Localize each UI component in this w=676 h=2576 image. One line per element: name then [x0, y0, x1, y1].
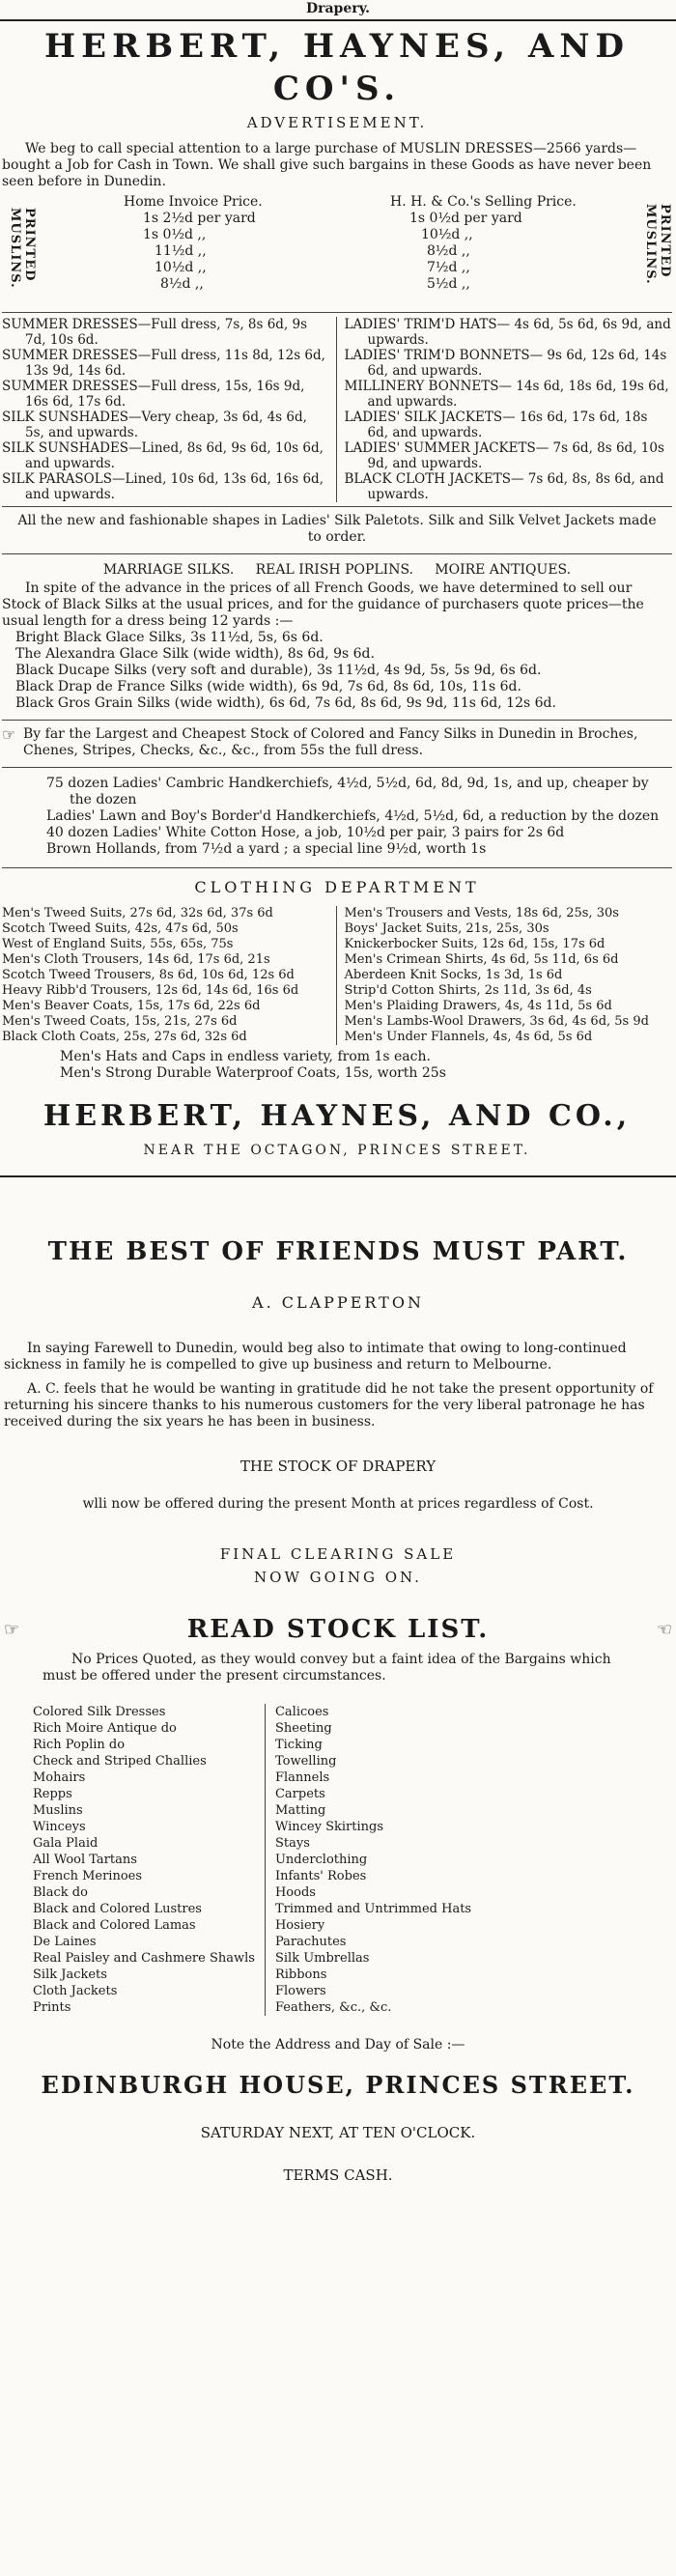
pointing-hand-icon: ☞: [2, 725, 16, 744]
clothing-item: Men's Tweed Coats, 15s, 21s, 27s 6d: [2, 1014, 238, 1029]
clothing-item: Aberdeen Knit Socks, 1s 3d, 1s 6d: [344, 968, 563, 982]
clothing-item: Boys' Jacket Suits, 21s, 25s, 30s: [344, 921, 549, 936]
list-item: Colored Silk Dresses: [33, 1705, 166, 1719]
hats-text: Men's Hats and Caps in endless variety, from 1s each.: [60, 1049, 431, 1064]
clothing-item: Men's Cloth Trousers, 14s 6d, 17s 6d, 21s: [2, 952, 270, 967]
list-item: Real Paisley and Cashmere Shawls: [33, 1951, 255, 1966]
divider: [2, 553, 672, 554]
footer-firm: HERBERT, HAYNES, AND CO.,: [42, 1099, 632, 1133]
handkerchief-item: Ladies' Lawn and Boy's Border'd Handkerchiefs, 4½d, 5½d, 6d, a reduction by the dozen: [46, 808, 660, 824]
section-header: [0, 0, 676, 19]
left-item: SILK SUNSHADES—Very cheap, 3s 6d, 4s 6d, 5s, and upwards.: [2, 410, 307, 440]
handkerchief-item: Brown Hollands, from 7½d a yard ; a special line 9½d, worth 1s: [46, 841, 487, 857]
left-item: SUMMER DRESSES—Full dress, 11s 8d, 12s 6d, 13s 9d, 14s 6d.: [2, 348, 325, 379]
list-item: Towelling: [274, 1754, 337, 1769]
list-item: Stays: [274, 1836, 310, 1851]
clothing-item: Scotch Tweed Suits, 42s, 47s 6d, 50s: [2, 921, 239, 936]
list-item: Carpets: [274, 1787, 325, 1801]
silk-price-item: Black Gros Grain Silks (wide width), 6s 6d, 7s 6d, 8s 6d, 9s 9d, 11s 6d, 12s 6d.: [15, 695, 556, 711]
right-vertical-label: PRINTED MUSLINS.: [643, 204, 672, 285]
list-item: All Wool Tartans: [33, 1853, 137, 1867]
stock-list-columns: [4, 1704, 672, 2016]
right-item: LADIES' SILK JACKETS— 16s 6d, 17s 6d, 18s 6d, and upwards.: [344, 410, 648, 440]
right-item: LADIES' SUMMER JACKETS— 7s 6d, 8s 6d, 10s 9d, and upwards.: [344, 440, 664, 471]
coats-text: Men's Strong Durable Waterproof Coats, 15s, worth 25s: [60, 1065, 446, 1081]
list-item: Prints: [33, 2000, 71, 2015]
stock-list-header: [4, 1615, 672, 1644]
clothing-item: Men's Tweed Suits, 27s 6d, 32s 6d, 37s 6d: [2, 906, 273, 920]
footer-address: NEAR THE OCTAGON, PRINCES STREET.: [143, 1143, 531, 1158]
silk-price-item: Black Ducape Silks (very soft and durable), 3s 11½d, 4s 9d, 5s, 5s 9d, 6s 6d.: [15, 663, 542, 678]
divider: [2, 767, 672, 768]
ad-clapperton: [0, 1237, 676, 2184]
divider: [2, 312, 672, 313]
stock-list-left: [33, 1704, 266, 2016]
list-item: Underclothing: [274, 1853, 368, 1867]
ad-separator: [0, 1175, 676, 1177]
home-price-list: [124, 211, 371, 293]
hh-price-item: 1s 0½d per yard: [409, 211, 522, 226]
paletots-text: All the new and fashionable shapes in Ladies' Silk Paletots. Silk and Silk Velvet Jackets made to order.: [17, 513, 657, 545]
sale-day: SATURDAY NEXT, AT TEN O'CLOCK.: [200, 2124, 476, 2141]
clothing-left-column: [2, 906, 337, 1045]
list-item: Calicoes: [274, 1705, 329, 1719]
list-item: French Merinoes: [33, 1869, 143, 1883]
list-item: Flowers: [274, 1984, 326, 1998]
silks-intro: In spite of the advance in the prices of all French Goods, we have determined to sell our Stock of Black Silks at the usual prices, and for the guidance of purchasers quote prices—the usual length for a dress being 12 yards :—: [2, 580, 644, 629]
list-item: De Laines: [33, 1935, 97, 1949]
firm-title: HERBERT, HAYNES, AND CO'S.: [44, 27, 630, 108]
list-item: Muslins: [33, 1803, 83, 1818]
list-item: Matting: [274, 1803, 326, 1818]
left-item-column: [2, 317, 337, 502]
silk-price-item: The Alexandra Glace Silk (wide width), 8s 6d, 9s 6d.: [15, 646, 375, 662]
intro-text: We beg to call special attention to a large purchase of MUSLIN DRESSES—2566 yards—bought a Job for Cash in Town. We shall give such bargains in these Goods as have never been seen before in Dunedin.: [2, 141, 652, 189]
left-vertical-label: PRINTED MUSLINS.: [8, 208, 37, 289]
clothing-item: Heavy Ribb'd Trousers, 12s 6d, 14s 6d, 16s 6d: [2, 983, 299, 998]
silk-price-list: [2, 630, 672, 712]
pointing-hand-left-icon: ☜: [656, 1619, 672, 1640]
left-item: SUMMER DRESSES—Full dress, 15s, 16s 9d, 16s 6d, 17s 6d.: [2, 379, 305, 410]
list-item: Winceys: [33, 1820, 86, 1834]
home-price-header: Home Invoice Price.: [124, 194, 263, 210]
list-item: Cloth Jackets: [33, 1984, 118, 1998]
list-item: Parachutes: [274, 1935, 347, 1949]
divider: [2, 506, 672, 507]
hh-price-list: [390, 211, 637, 293]
right-item: MILLINERY BONNETS— 14s 6d, 18s 6d, 19s 6d, and upwards.: [344, 379, 669, 410]
ad-herbert-haynes: [0, 21, 676, 1158]
clothing-heading: CLOTHING DEPARTMENT: [194, 878, 480, 896]
list-item: Infants' Robes: [274, 1869, 367, 1883]
pointing-hand-icon: ☞: [4, 1619, 20, 1640]
clothing-item: Scotch Tweed Trousers, 8s 6d, 10s 6d, 12s 6d: [2, 968, 295, 982]
list-item: Silk Jackets: [33, 1967, 107, 1982]
right-item-column: [337, 317, 673, 502]
section-title: Drapery.: [305, 1, 371, 16]
stock-heading: THE STOCK OF DRAPERY: [239, 1458, 437, 1475]
divider: [2, 867, 672, 868]
list-item: Check and Striped Challies: [33, 1754, 207, 1769]
hh-price-item: 8½d ,,: [427, 243, 470, 259]
hh-price-item: 7½d ,,: [427, 260, 470, 275]
stock-list-title: READ STOCK LIST.: [186, 1615, 490, 1644]
address-heading: EDINBURGH HOUSE, PRINCES STREET.: [41, 2071, 635, 2099]
list-item: Rich Poplin do: [33, 1738, 126, 1752]
list-item: Black do: [33, 1885, 88, 1900]
muslin-price-block: [2, 194, 672, 306]
home-price-item: 8½d ,,: [160, 276, 204, 292]
list-item: Ticking: [274, 1738, 323, 1752]
list-item: Sheeting: [274, 1721, 332, 1736]
hh-price-column: [371, 194, 637, 293]
list-item: Flannels: [274, 1770, 330, 1785]
right-item: LADIES' TRIM'D HATS— 4s 6d, 5s 6d, 6s 9d, and upwards.: [344, 317, 671, 348]
list-item: Rich Moire Antique do: [33, 1721, 177, 1736]
home-price-item: 1s 0½d ,,: [143, 227, 207, 242]
terms-text: TERMS CASH.: [283, 2166, 393, 2184]
home-price-item: 1s 2½d per yard: [143, 211, 256, 226]
clapperton-name: A. CLAPPERTON: [252, 1293, 424, 1312]
handkerchief-item: 75 dozen Ladies' Cambric Handkerchiefs, 4½d, 5½d, 6d, 8d, 9d, 1s, and up, cheaper by the dozen: [46, 776, 649, 807]
silk-price-item: Black Drap de France Silks (wide width), 6s 9d, 7s 6d, 8s 6d, 10s, 11s 6d.: [15, 679, 521, 694]
hh-price-item: 10½d ,,: [421, 227, 473, 242]
clothing-item: Black Cloth Coats, 25s, 27s 6d, 32s 6d: [2, 1030, 247, 1044]
left-item: SILK SUNSHADES—Lined, 8s 6d, 9s 6d, 10s 6d, and upwards.: [2, 440, 324, 471]
clapperton-title: THE BEST OF FRIENDS MUST PART.: [47, 1237, 629, 1266]
list-item: Repps: [33, 1787, 72, 1801]
handkerchief-item: 40 dozen Ladies' White Cotton Hose, a job, 10½d per pair, 3 pairs for 2s 6d: [46, 825, 565, 840]
clothing-item: Strip'd Cotton Shirts, 2s 11d, 3s 6d, 4s: [344, 983, 592, 998]
clothing-item: Men's Crimean Shirts, 4s 6d, 5s 11d, 6s 6d: [344, 952, 619, 967]
clothing-item: Men's Lambs-Wool Drawers, 3s 6d, 4s 6d, 5s 9d: [344, 1014, 649, 1029]
clothing-right-column: [337, 906, 673, 1045]
fancy-silks-block: [2, 726, 672, 759]
stock-text: wlli now be offered during the present Month at prices regardless of Cost.: [82, 1496, 594, 1512]
list-item: Gala Plaid: [33, 1836, 99, 1851]
hh-price-item: 5½d ,,: [427, 276, 470, 292]
list-item: Feathers, &c., &c.: [274, 2000, 392, 2015]
clothing-item: Men's Trousers and Vests, 18s 6d, 25s, 30s: [344, 906, 619, 920]
clothing-item: Knickerbocker Suits, 12s 6d, 15s, 17s 6d: [344, 937, 606, 951]
handkerchief-list: [2, 776, 672, 858]
right-item: BLACK CLOTH JACKETS— 7s 6d, 8s, 8s 6d, and upwards.: [344, 471, 664, 502]
right-item: LADIES' TRIM'D BONNETS— 9s 6d, 12s 6d, 14s 6d, and upwards.: [344, 348, 667, 379]
stock-list-right: [266, 1704, 471, 2016]
clothing-columns: [2, 906, 672, 1045]
clothing-item: Men's Plaiding Drawers, 4s, 4s 11d, 5s 6d: [344, 999, 612, 1013]
advertisement-label: ADVERTISEMENT.: [246, 114, 428, 131]
left-item: SILK PARASOLS—Lined, 10s 6d, 13s 6d, 16s 6d, and upwards.: [2, 471, 324, 502]
sale-heading: FINAL CLEARING SALE: [219, 1545, 457, 1563]
fancy-silks-text: By far the Largest and Cheapest Stock of Colored and Fancy Silks in Dunedin in Broches, Chenes, Stripes, Checks, &c., &c., from 55s the full dress.: [23, 726, 638, 758]
item-columns: [2, 317, 672, 502]
home-price-item: 10½d ,,: [155, 260, 207, 275]
hh-price-header: H. H. & Co.'s Selling Price.: [390, 194, 577, 210]
list-item: Black and Colored Lamas: [33, 1918, 196, 1933]
list-item: Silk Umbrellas: [274, 1951, 370, 1966]
list-item: Hosiery: [274, 1918, 325, 1933]
list-item: Wincey Skirtings: [274, 1820, 383, 1834]
farewell-para: In saying Farewell to Dunedin, would beg also to intimate that owing to long-continued sickness in family he is compelled to give up business and return to Melbourne.: [4, 1341, 627, 1373]
stock-list-intro: No Prices Quoted, as they would convey but a faint idea of the Bargains which must be offered under the present circumstances.: [42, 1652, 611, 1684]
list-item: Hoods: [274, 1885, 316, 1900]
divider: [2, 720, 672, 721]
list-item: Black and Colored Lustres: [33, 1902, 202, 1916]
list-item: Ribbons: [274, 1967, 327, 1982]
clothing-item: Men's Beaver Coats, 15s, 17s 6d, 22s 6d: [2, 999, 261, 1013]
clothing-item: West of England Suits, 55s, 65s, 75s: [2, 937, 234, 951]
list-item: Trimmed and Untrimmed Hats: [274, 1902, 472, 1916]
thanks-para: A. C. feels that he would be wanting in gratitude did he not take the present opportunity of returning his sincere thanks to his numerous customers for the very liberal patronage he has received during the six years he has been in business.: [4, 1381, 654, 1430]
sale-subheading: NOW GOING ON.: [254, 1569, 422, 1586]
home-price-column: [37, 194, 371, 293]
home-price-item: 11½d ,,: [155, 243, 207, 259]
silk-price-item: Bright Black Glace Silks, 3s 11½d, 5s, 6s 6d.: [15, 630, 324, 645]
list-item: Mohairs: [33, 1770, 86, 1785]
clothing-item: Men's Under Flannels, 4s, 4s 6d, 5s 6d: [344, 1030, 593, 1044]
silks-heading: MARRIAGE SILKS. REAL IRISH POPLINS. MOIRE ANTIQUES.: [102, 562, 572, 578]
left-item: SUMMER DRESSES—Full dress, 7s, 8s 6d, 9s 7d, 10s 6d.: [2, 317, 308, 348]
note-text: Note the Address and Day of Sale :—: [211, 2037, 465, 2052]
